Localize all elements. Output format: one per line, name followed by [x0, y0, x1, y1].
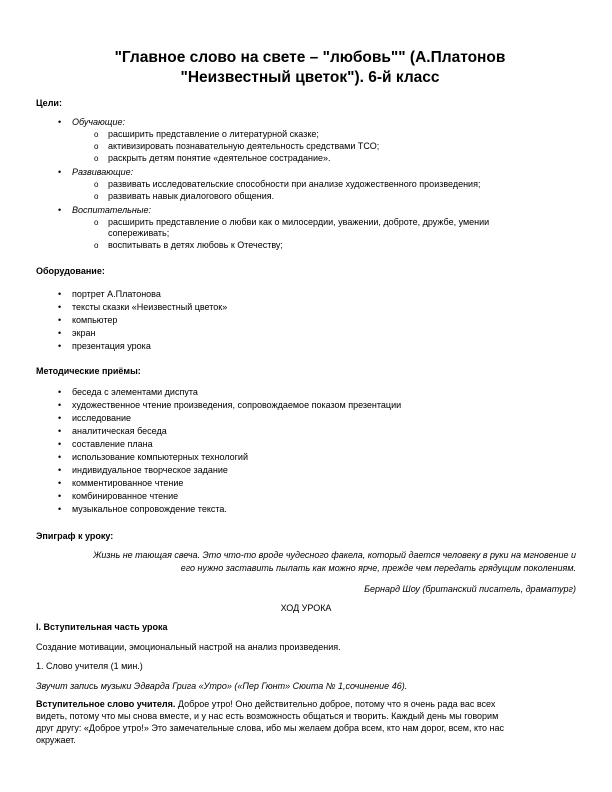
bullet-disc-icon: • [58, 426, 62, 436]
bullet-disc-icon: • [58, 341, 62, 351]
bullet-circle-icon: o [94, 142, 99, 151]
goal-item-continuation: сопереживать; [108, 228, 170, 238]
bullet-disc-icon: • [58, 205, 62, 215]
method-item: исследование [72, 413, 132, 423]
bullet-disc-icon: • [58, 328, 62, 338]
lesson-motivation: Создание мотивации, эмоциональный настрой на анализ произведения. [36, 642, 341, 652]
goal-item: расширить представление о любви как о милосердии, уважении, доброте, дружбе, умении [108, 217, 490, 227]
lesson-music-note: Звучит запись музыки Эдварда Грига «Утро» («Пер Гюнт» Сюита № 1,сочинение 46). [36, 681, 408, 691]
goal-item: расширить представление о литературной сказке; [108, 129, 319, 139]
teacher-intro-text: друг другу: «Доброе утро!» Это замечательные слова, ибо мы желаем добра всем, кто нам дорог, всем, кто нас [36, 723, 504, 733]
method-item: составление плана [72, 439, 153, 449]
method-item: комментированное чтение [72, 478, 184, 488]
equipment-item: портрет А.Платонова [72, 289, 161, 299]
lesson-part-title: I. Вступительная часть урока [36, 622, 168, 632]
bullet-disc-icon: • [58, 387, 62, 397]
equipment-item: экран [72, 328, 96, 338]
goal-group-label: Воспитательные: [72, 205, 151, 215]
method-item: музыкальное сопровождение текста. [72, 504, 227, 514]
bullet-disc-icon: • [58, 439, 62, 449]
bullet-disc-icon: • [58, 315, 62, 325]
title-line-2: "Неизвестный цветок"). 6-й класс [180, 69, 440, 86]
methods-heading: Методические приёмы: [36, 366, 141, 376]
method-item: использование компьютерных технологий [72, 452, 248, 462]
method-item: индивидуальное творческое задание [72, 465, 228, 475]
goal-item: раскрыть детям понятие «деятельное сострадание». [108, 153, 331, 163]
bullet-circle-icon: o [94, 154, 99, 163]
goal-group-label: Обучающие: [72, 117, 125, 127]
bullet-disc-icon: • [58, 478, 62, 488]
method-item: аналитическая беседа [72, 426, 167, 436]
goal-item: развивать исследовательские способности при анализе художественного произведения; [108, 179, 481, 189]
bullet-circle-icon: o [94, 241, 99, 250]
bullet-disc-icon: • [58, 504, 62, 514]
bullet-circle-icon: o [94, 180, 99, 189]
bullet-disc-icon: • [58, 289, 62, 299]
teacher-intro-line [36, 698, 576, 711]
method-item: художественное чтение произведения, сопровождаемое показом презентации [72, 400, 402, 410]
method-item: беседа с элементами диспута [72, 387, 198, 397]
epigraph-heading: Эпиграф к уроку: [36, 531, 114, 541]
bullet-disc-icon: • [58, 117, 62, 127]
title-line-1: "Главное слово на свете – "любовь"" (А.Платонов [114, 49, 506, 66]
teacher-intro-text: окружает. [36, 735, 76, 745]
teacher-intro-label: Вступительное слово учителя. [36, 699, 176, 709]
epigraph-line: Жизнь не тающая свеча. Это что-то вроде чудесного факела, который дается человеку в руки на мгновение и [93, 550, 576, 560]
goal-item: развивать навык диалогового общения. [108, 191, 275, 201]
teacher-intro-text: Доброе утро! Оно действительно доброе, потому что я очень рада вас всех [175, 699, 496, 709]
equipment-item: компьютер [72, 315, 118, 325]
equipment-heading: Оборудование: [36, 266, 105, 276]
bullet-disc-icon: • [58, 167, 62, 177]
lesson-heading: ХОД УРОКА [280, 603, 332, 613]
bullet-disc-icon: • [58, 400, 62, 410]
document-title [60, 48, 560, 88]
bullet-disc-icon: • [58, 491, 62, 501]
equipment-item: тексты сказки «Неизвестный цветок» [72, 302, 228, 312]
epigraph-line: его нужно заставить пылать как можно ярче, прежде чем передать грядущим поколениям. [180, 563, 576, 573]
goal-group-label: Развивающие: [72, 167, 134, 177]
bullet-circle-icon: o [94, 218, 99, 227]
equipment-item: презентация урока [72, 341, 151, 351]
bullet-disc-icon: • [58, 452, 62, 462]
bullet-disc-icon: • [58, 465, 62, 475]
bullet-circle-icon: o [94, 130, 99, 139]
lesson-step: 1. Слово учителя (1 мин.) [36, 661, 143, 671]
method-item: комбинированное чтение [72, 491, 179, 501]
goal-item: активизировать познавательную деятельность средствами ТСО; [108, 141, 380, 151]
goal-item: воспитывать в детях любовь к Отечеству; [108, 240, 283, 250]
goals-heading: Цели: [36, 98, 62, 108]
bullet-circle-icon: o [94, 192, 99, 201]
bullet-disc-icon: • [58, 302, 62, 312]
epigraph-author: Бернард Шоу (британский писатель, драматург) [364, 584, 576, 594]
bullet-disc-icon: • [58, 413, 62, 423]
teacher-intro-text: видеть, потому что мы снова вместе, и у нас есть возможность общаться и творить. Каждый день мы говорим [36, 711, 499, 721]
